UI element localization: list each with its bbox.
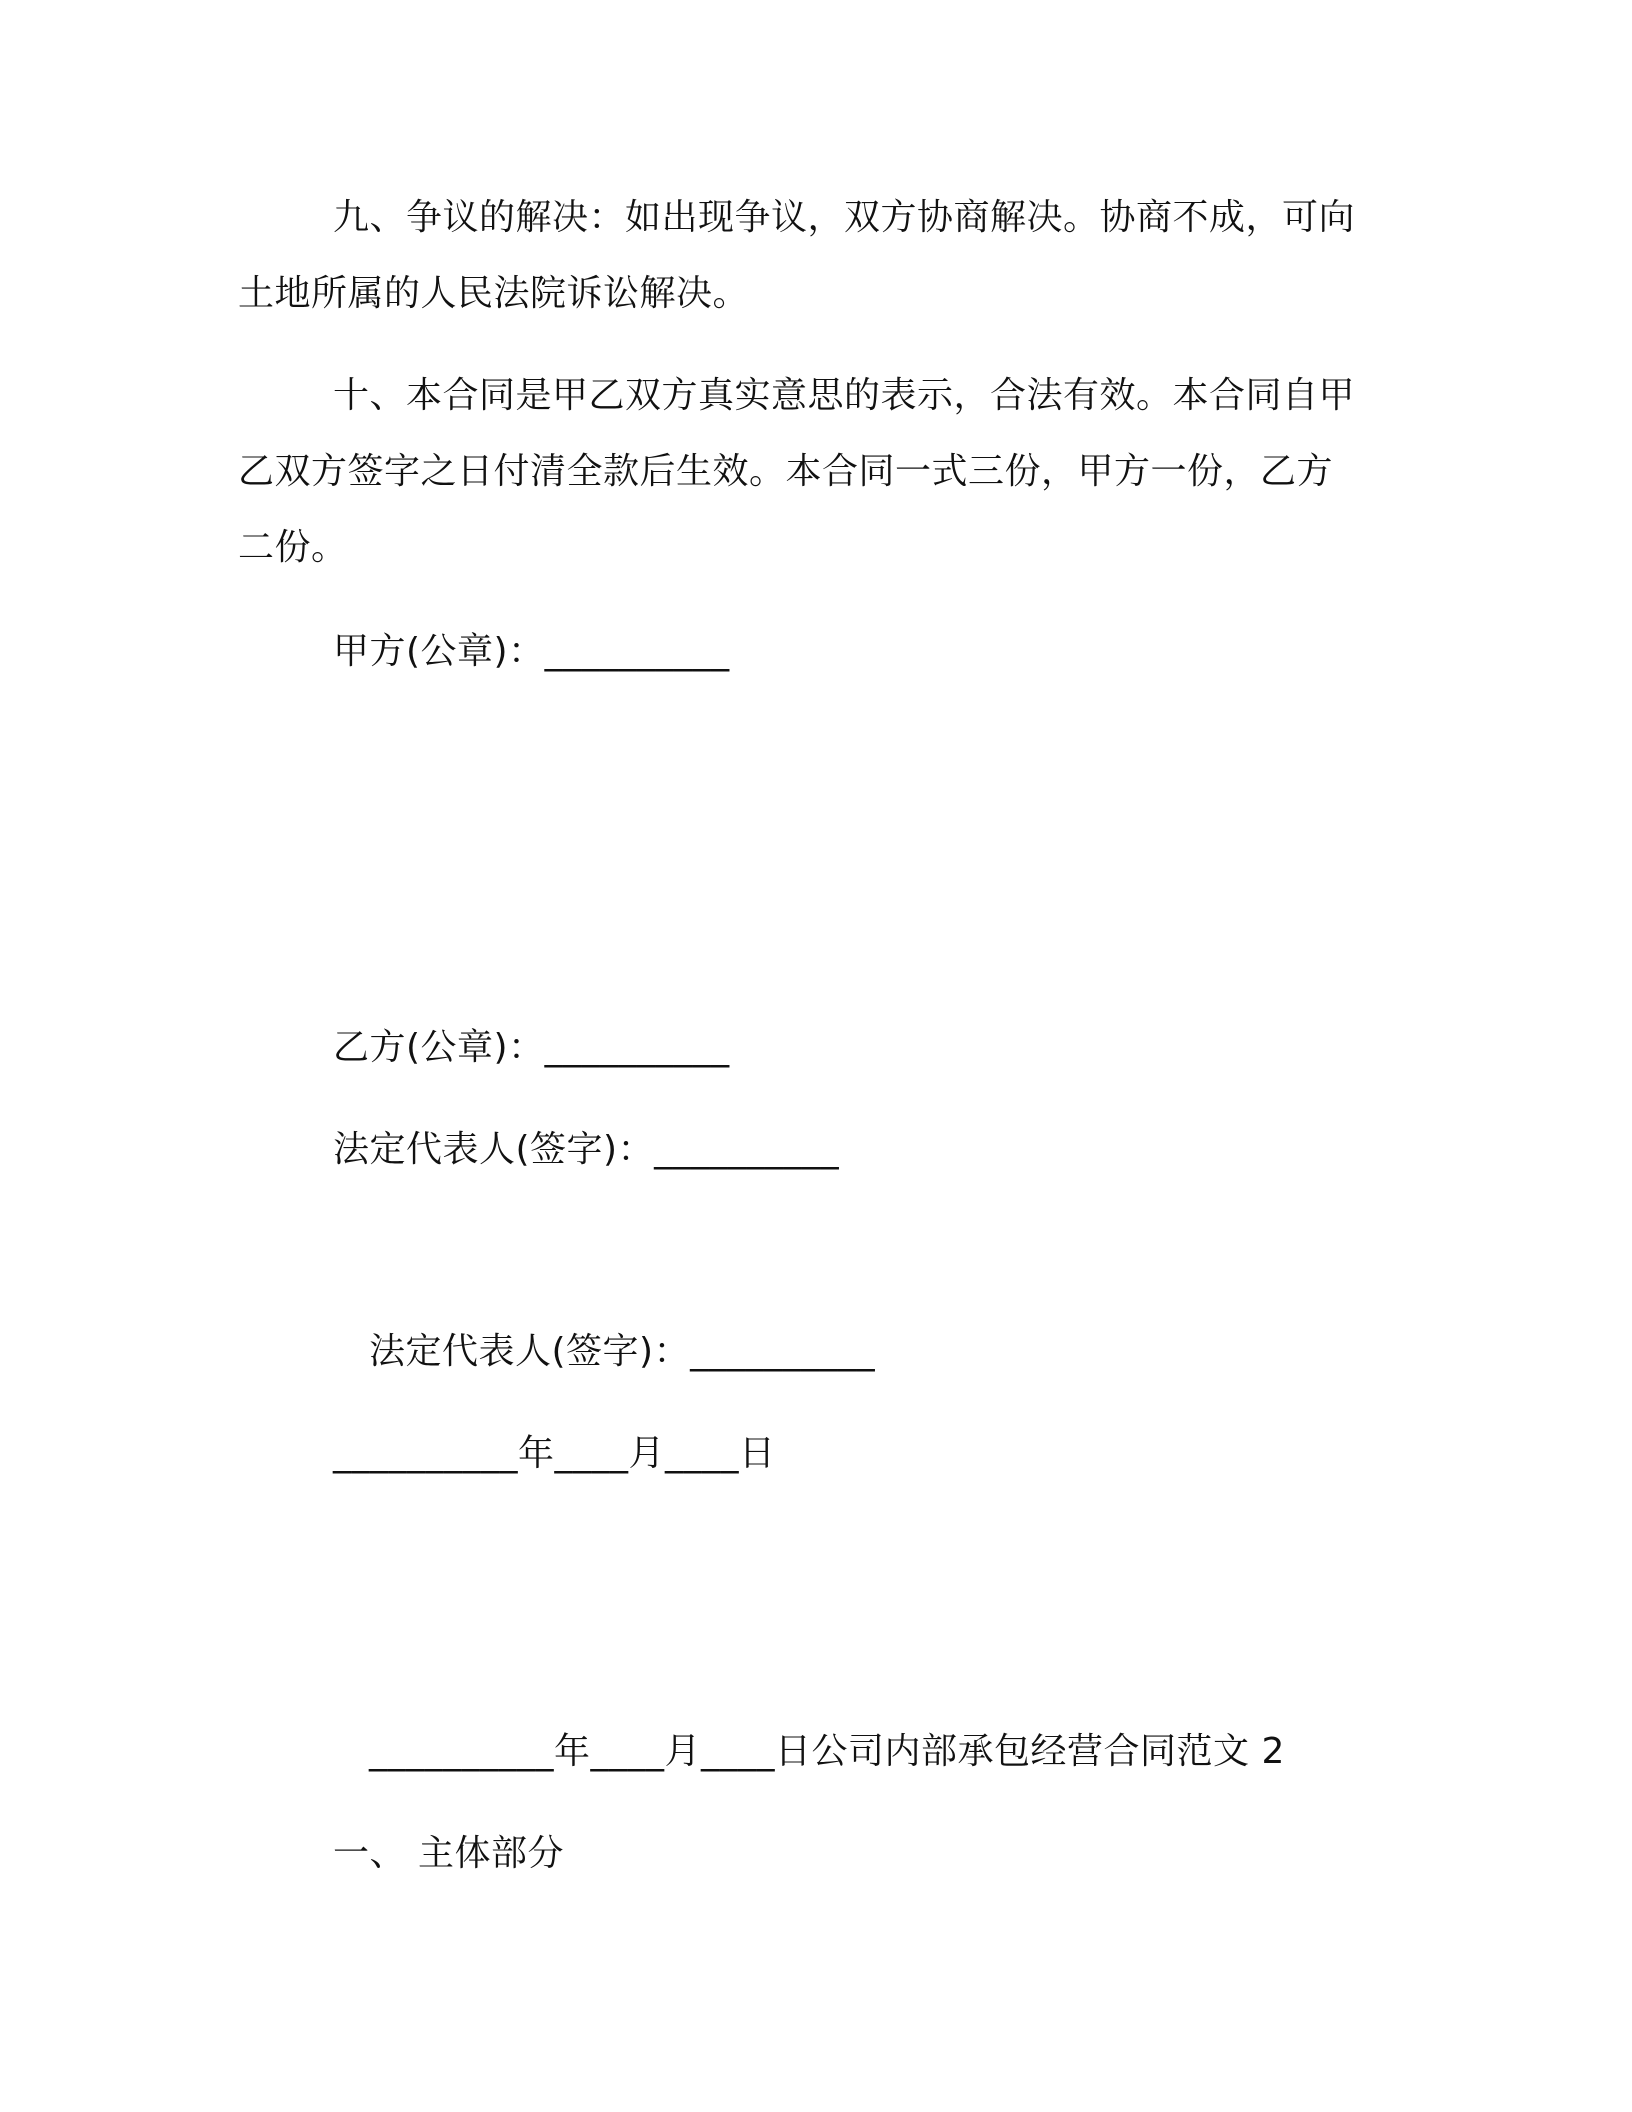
clause-9-line-1: 九、争议的解决：如出现争议，双方协商解决。协商不成，可向 xyxy=(333,197,1356,238)
party-b-seal-line: 乙方(公章)：__________ xyxy=(333,1027,730,1068)
clause-10-line-1: 十、本合同是甲乙双方真实意思的表示，合法有效。本合同自甲 xyxy=(333,375,1356,416)
section-heading-main-body: 一、 主体部分 xyxy=(333,1833,564,1874)
clause-10-line-3: 二份。 xyxy=(238,527,348,568)
legal-representative-signature-line: 法定代表人(签字)：__________ xyxy=(333,1129,840,1170)
signature-date-line: __________年____月____日 xyxy=(333,1433,776,1474)
legal-representative-signature-line-2: 法定代表人(签字)：__________ xyxy=(369,1331,876,1372)
next-contract-title: __________年____月____日公司内部承包经营合同范文 2 xyxy=(369,1731,1285,1772)
clause-9-line-2: 土地所属的人民法院诉讼解决。 xyxy=(238,273,750,314)
clause-10-line-2: 乙双方签字之日付清全款后生效。本合同一式三份，甲方一份，乙方 xyxy=(238,451,1334,492)
party-a-seal-line: 甲方(公章)：__________ xyxy=(333,631,730,672)
